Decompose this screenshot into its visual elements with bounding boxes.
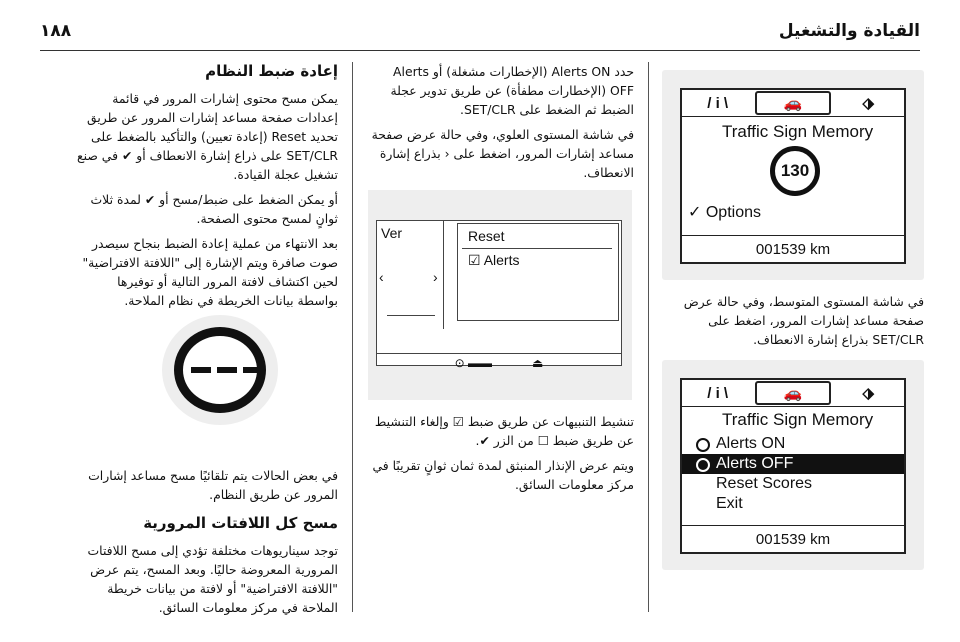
car-icon: 🚗 bbox=[755, 381, 830, 405]
paragraph: تنشيط التنبيهات عن طريق ضبط ☑ وإلغاء التنشيط عن طريق ضبط ☐ من الزر ✔. bbox=[374, 414, 634, 448]
section-title-reset: إعادة ضبط النظام bbox=[205, 62, 338, 80]
chevron-right-icon: › bbox=[433, 269, 438, 285]
odometer: 001539 km bbox=[682, 525, 904, 552]
header-rule bbox=[40, 50, 920, 51]
figure-frame bbox=[152, 315, 288, 425]
paragraph: حدد Alerts ON (الإخطارات مشغلة) أو Alerts OFF (الإخطارات مطفأة) عن طريق تدوير عجلة الضبط ثم الضغط على SET/CLR. bbox=[390, 64, 634, 117]
checkbox-checked-icon: ☑ bbox=[468, 252, 481, 268]
car-icon: 🚗 bbox=[755, 91, 830, 115]
page-header bbox=[40, 14, 920, 48]
display-top-bar bbox=[682, 90, 904, 117]
sign-memory-icon: ⊙ ▬▬ bbox=[454, 356, 493, 370]
reset-menu-item: Reset bbox=[468, 228, 505, 244]
menu-item-alerts-off[interactable]: Alerts OFF bbox=[682, 454, 904, 474]
menu-frame bbox=[376, 220, 622, 370]
display-title: Traffic Sign Memory bbox=[722, 410, 874, 429]
paragraph: في شاشة المستوى المتوسط، وفي حالة عرض صفحة مساعد إشارات المرور، اضغط على SET/CLR بذراع إشارة الانعطاف. bbox=[683, 294, 924, 347]
tab-label: Ver bbox=[381, 225, 403, 241]
odometer: 001539 km bbox=[682, 235, 904, 262]
default-sign-icon bbox=[174, 327, 266, 413]
section-title-clear: مسح كل اللافتات المرورية bbox=[143, 514, 338, 532]
display-title: Traffic Sign Memory bbox=[722, 122, 874, 141]
display-traffic-sign-menu bbox=[662, 360, 924, 570]
menu-item-alerts-on[interactable]: Alerts ON bbox=[682, 434, 904, 454]
steering-control-illustration bbox=[368, 190, 632, 400]
paragraph: بعد الانتهاء من عملية إعادة الضبط بنجاح سيصدر صوت صافرة ويتم الإشارة إلى "اللافتة الافتراضية" لحين اكتشاف لافتة المرور التالية أو توفيرها بواسطة بيانات الخريطة في نظام الملاحة. bbox=[82, 236, 338, 308]
paragraph: ويتم عرض الإنذار المنبثق لمدة ثمان ثوانٍ تقريبًا في مركز معلومات السائق. bbox=[372, 458, 634, 492]
paragraph: توجد سيناريوهات مختلفة تؤدي إلى مسح اللافتات المرورية المعروضة حاليًا. وبعد المسح، يتم عرض "اللافتة الافتراضية" أو لافتة من بيانات خريطة الملاحة في مركز معلومات السائق. bbox=[87, 543, 338, 615]
default-sign-illustration bbox=[162, 315, 278, 425]
paragraph: في بعض الحالات يتم تلقائيًا مسح مساعد إشارات المرور عن طريق النظام. bbox=[88, 468, 338, 502]
adjust-icon: ⏏ bbox=[532, 356, 544, 370]
page-title: القيادة والتشغيل bbox=[778, 21, 920, 41]
paragraph: أو يمكن الضغط على ضبط/مسح أو ✔ لمدة ثلاث ثوانٍ لمسح محتوى الصفحة. bbox=[90, 192, 338, 226]
display-traffic-sign-page bbox=[662, 70, 924, 280]
info-icon: / i \ bbox=[707, 384, 729, 402]
info-icon: / i \ bbox=[707, 94, 729, 112]
check-circle-icon: ✓ bbox=[688, 204, 702, 221]
menu-list bbox=[682, 434, 904, 514]
page-number: ١٨٨ bbox=[40, 21, 72, 41]
display-top-bar bbox=[682, 380, 904, 407]
column-divider bbox=[648, 62, 649, 612]
middle-column-lower bbox=[368, 412, 634, 500]
speed-limit-sign: 130 bbox=[770, 146, 820, 196]
menu-item-reset-scores[interactable]: Reset Scores bbox=[716, 475, 813, 492]
chevron-left-icon: ‹ bbox=[379, 269, 384, 285]
alerts-menu-item: ☑ Alerts bbox=[468, 252, 520, 268]
sign-icon: ⬗ bbox=[862, 385, 875, 402]
middle-column bbox=[368, 62, 634, 188]
column-divider bbox=[352, 62, 353, 612]
options-row: ✓ Options bbox=[688, 204, 761, 221]
paragraph: يمكن مسح محتوى إشارات المرور في قائمة إعدادات صفحة مساعد إشارات المرور عن طريق تحديد Reset (إعادة تعيين) والتأكيد بالضغط على SET/CLR على ذراع إشارة الانعطاف أو ✔ في صنع تشغيل عجلة القيادة. bbox=[77, 91, 338, 182]
left-column bbox=[662, 292, 924, 355]
paragraph: في شاشة المستوى العلوي، وفي حالة عرض صفحة مساعد إشارات المرور، اضغط على ‹ بذراع إشارة الانعطاف. bbox=[371, 127, 634, 180]
sign-icon: ⬗ bbox=[862, 95, 875, 112]
menu-item-exit[interactable]: Exit bbox=[716, 495, 743, 512]
